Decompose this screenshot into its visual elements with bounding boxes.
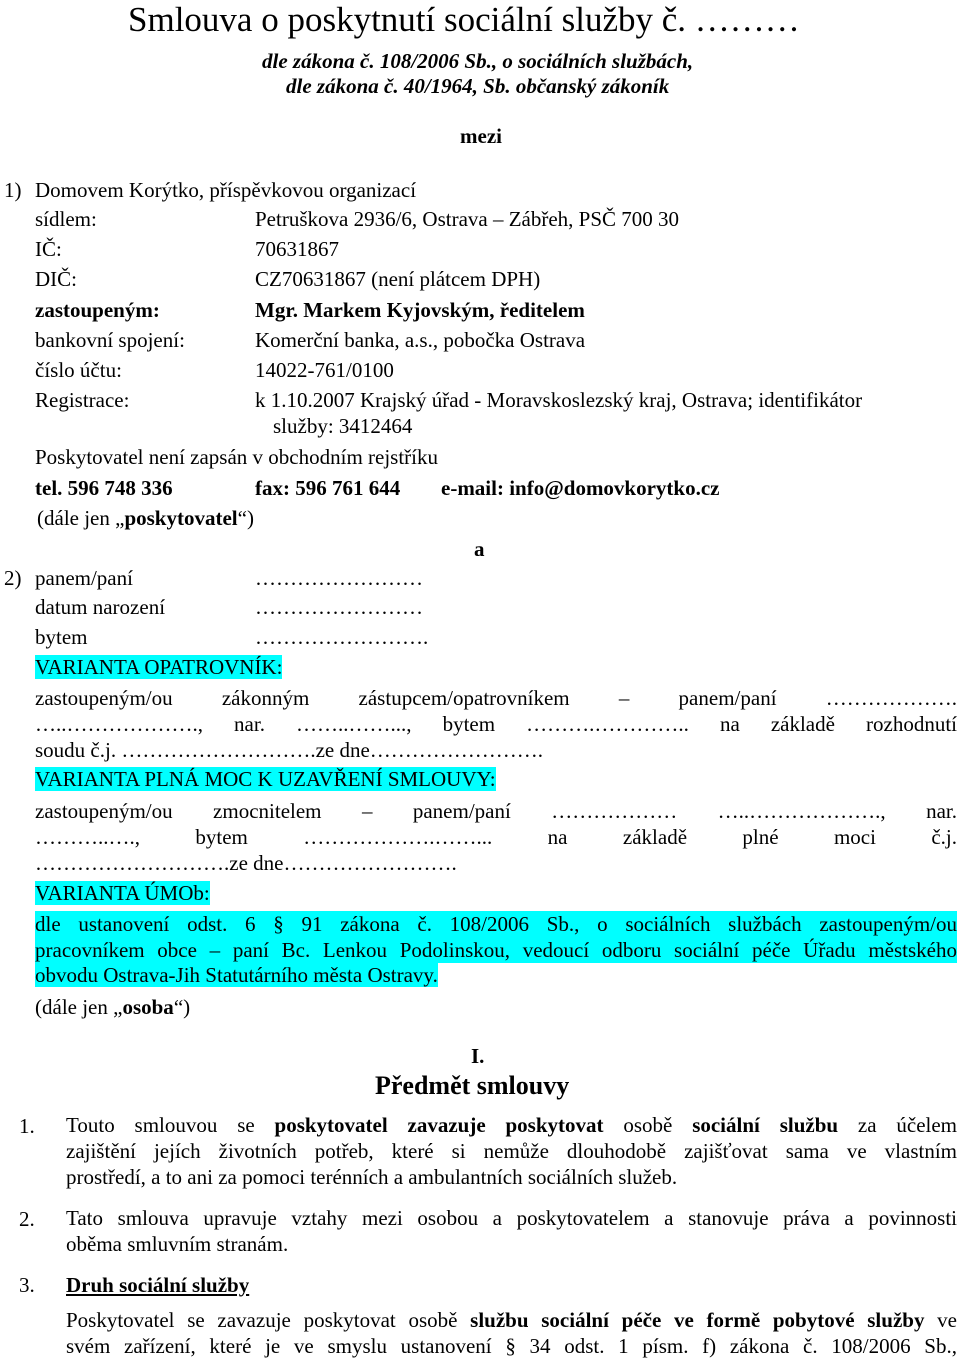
law-reference-1: dle zákona č. 108/2006 Sb., o sociálních službách,: [262, 49, 694, 73]
variant-umob-line: obvodu Ostrava-Jih Statutárního města Ostravy.: [35, 963, 438, 987]
account-label: číslo účtu:: [35, 358, 122, 382]
represented-value: Mgr. Markem Kyjovským, ředitelem: [255, 298, 585, 322]
and-label: a: [474, 537, 485, 561]
variant-umob-line: dle ustanovení odst. 6 § 91 zákona č. 108/2006 Sb., o sociálních službách zastoupeným/ou: [35, 912, 957, 936]
bank-label: bankovní spojení:: [35, 328, 185, 352]
variant-guardian-heading: VARIANTA OPATROVNÍK:: [35, 655, 283, 679]
not-registered-note: Poskytovatel není zapsán v obchodním rejstříku: [35, 445, 439, 469]
provider-hence: (dále jen „poskytovatel“): [37, 506, 254, 530]
variant-poa-line: ……………………….ze dne…………………….: [35, 851, 457, 875]
registration-label: Registrace:: [35, 388, 130, 412]
point-number-1: 1.: [19, 1114, 35, 1138]
residence-label: bytem: [35, 625, 88, 649]
point-number-2: 2.: [19, 1207, 35, 1231]
point-1-line-3: prostředí, a to ani za pomoci terénních a ambulantních sociálních služeb.: [66, 1165, 678, 1189]
point-1-line-2: zajištění jejích životních potřeb, které si nemůže dlouhodobě zajišťovat sama ve vlastním: [66, 1139, 957, 1163]
point-1-line-1: Touto smlouvou se poskytovatel zavazuje poskytovat osobě sociální službu za účelem: [66, 1113, 957, 1137]
section-number: I.: [471, 1044, 485, 1068]
person-term: osoba: [122, 995, 174, 1019]
birthdate-label: datum narození: [35, 595, 166, 619]
point-2-text: [66, 1205, 957, 1257]
section-title: Předmět smlouvy: [375, 1071, 570, 1100]
person-name-label: panem/paní: [35, 566, 133, 590]
ico-value: 70631867: [255, 237, 339, 261]
seat-value: Petruškova 2936/6, Ostrava – Zábřeh, PSČ 700 30: [255, 207, 680, 231]
variant-umob-line: pracovníkem obce – paní Bc. Lenkou Podolinskou, vedoucí odboru sociální péče Úřadu městského: [35, 938, 957, 962]
variant-guardian-line: zastoupeným/ou zákonným zástupcem/opatrovníkem – panem/paní ……………….: [35, 686, 957, 710]
law-reference-2: dle zákona č. 40/1964, Sb. občanský zákoník: [286, 74, 670, 98]
residence-value: …………………….: [255, 625, 429, 649]
email: e-mail: info@domovkorytko.cz: [441, 476, 720, 500]
point-3-text: [66, 1307, 957, 1359]
fax: fax: 596 761 644: [255, 476, 401, 500]
variant-poa-line: ………..…., bytem ……………….……... na základě plné moci č.j.: [35, 825, 957, 849]
point-2-line-2: oběma smluvním stranám.: [66, 1232, 289, 1256]
party-number-2: 2): [4, 566, 22, 590]
phone: tel. 596 748 336: [35, 476, 173, 500]
variant-guardian-line: …..………………., nar. ……..……..., bytem ……….………….. na základě rozhodnutí: [35, 712, 957, 736]
variant-poa-line: zastoupeným/ou zmocnitelem – panem/paní ……………… …..………………., nar.: [35, 799, 957, 823]
registration-value-cont: služby: 3412464: [273, 414, 413, 438]
point-3-heading: Druh sociální služby: [66, 1273, 250, 1297]
seat-label: sídlem:: [35, 207, 97, 231]
document-title: Smlouva o poskytnutí sociální služby č. ………: [128, 0, 800, 39]
bank-value: Komerční banka, a.s., pobočka Ostrava: [255, 328, 586, 352]
point-3-line-1: Poskytovatel se zavazuje poskytovat osobě službu sociální péče ve formě pobytové služby ve: [66, 1308, 957, 1332]
person-name-value: ……………………: [255, 566, 423, 590]
dic-value: CZ70631867 (není plátcem DPH): [255, 267, 541, 291]
ico-label: IČ:: [35, 237, 62, 261]
point-3-line-2: svém zařízení, které je ve smyslu ustanovení § 34 odst. 1 písm. f) zákona č. 108/2006 Sb.,: [66, 1334, 957, 1358]
point-number-3: 3.: [19, 1273, 35, 1297]
represented-label: zastoupeným:: [35, 298, 160, 322]
variant-poa-heading: VARIANTA PLNÁ MOC K UZAVŘENÍ SMLOUVY:: [35, 767, 496, 791]
registration-value: k 1.10.2007 Krajský úřad - Moravskoslezský kraj, Ostrava; identifikátor: [255, 388, 863, 412]
account-value: 14022-761/0100: [255, 358, 394, 382]
person-hence: (dále jen „osoba“): [35, 995, 191, 1019]
point-2-line-1: Tato smlouva upravuje vztahy mezi osobou a poskytovatelem a stanovuje práva a povinnosti: [66, 1206, 957, 1230]
birthdate-value: ……………………: [255, 595, 423, 619]
between-label: mezi: [460, 124, 502, 148]
provider-name: Domovem Korýtko, příspěvkovou organizací: [35, 178, 417, 202]
dic-label: DIČ:: [35, 267, 77, 291]
point-1-text: [66, 1112, 957, 1190]
variant-umob-heading: VARIANTA ÚMOb:: [35, 881, 210, 905]
provider-term: poskytovatel: [124, 506, 238, 530]
variant-guardian-line: soudu č.j. ……………………….ze dne…………………….: [35, 738, 544, 762]
party-number-1: 1): [4, 178, 22, 202]
